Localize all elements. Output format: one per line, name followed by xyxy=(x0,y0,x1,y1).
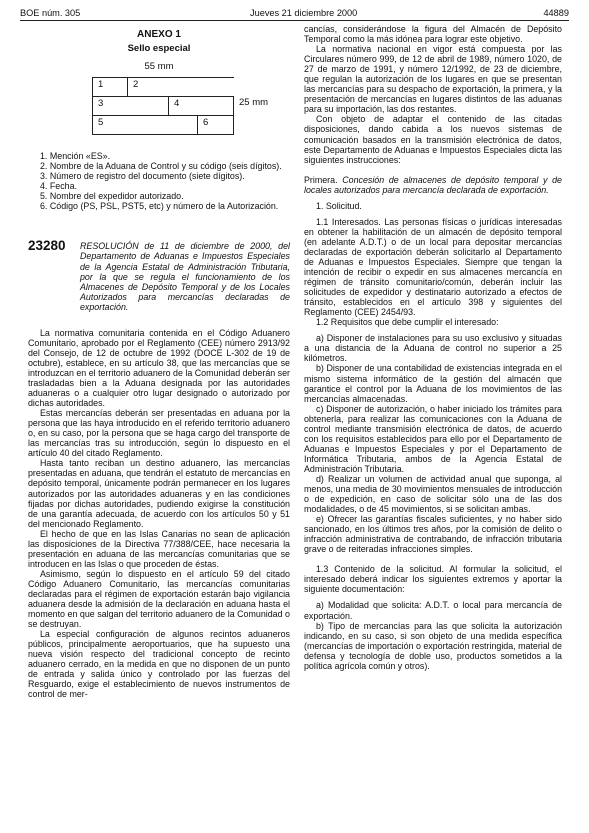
body-paragraph: La especial configuración de algunos recintos aduaneros públicos, principalmente aeroportuarios, que ha supuesto una nueva visión respecto del tradicional concepto de recinto aduanero cerrado, en la medida en que no disponen de un punto de entrada y salida único y controlado por las fuerzas del Resguardo, exige el establecimiento de nuevos instrumentos de control de mer- xyxy=(28,629,290,700)
section-title: Concesión de almacenes de depósito temporal y de locales autorizados para mercancía declarada de exportación. xyxy=(304,174,562,195)
resolution-heading xyxy=(28,238,290,312)
stamp-cell-6: 6 xyxy=(197,115,234,135)
resolution-title: RESOLUCIÓN de 11 de diciembre de 2000, del Departamento de Aduanas e Impuestos Especiales de la Agencia Estatal de Administración Tributaria, por la que se regula el funcionamiento de los Almacenes de Depósito Temporal y de los Locales Autorizados para mercancías declaradas de exportación. xyxy=(80,241,290,312)
legend-item: 4. Fecha. xyxy=(40,181,77,192)
body-paragraph: El hecho de que en las Islas Canarias no sean de aplicación las disposiciones de la Directiva 77/388/CEE, hace necesaria la presentación en aduana de las mercancías comunitarias que se introducen en las Islas o que proceden de éstas. xyxy=(28,528,290,569)
requirement-item: a) Disponer de instalaciones para su uso exclusivo y situadas a una distancia de la Aduana de control no superior a 25 kilómetros. xyxy=(304,333,562,364)
stamp-legend xyxy=(28,151,290,211)
body-paragraph: Estas mercancías deberán ser presentadas en aduana por la persona que las haya introducido en el referido territorio aduanero o, en su caso, por la persona que se haga cargo del transporte de las mercancías tras su introducción, según lo dispuesto en el artículo 40 del citado Reglamento. xyxy=(28,408,290,459)
legend-item: 5. Nombre del expedidor autorizado. xyxy=(40,191,184,202)
right-column xyxy=(304,24,562,671)
publication-date: Jueves 21 diciembre 2000 xyxy=(250,8,358,18)
section-label: Primera. xyxy=(304,174,338,185)
body-paragraph: Hasta tanto reciban un destino aduanero, las mercancías presentadas en aduana, que tendrán el estatuto de mercancías en depósito temporal, únicamente podrán permanecer en los lugares autorizados por las autoridades aduaneras y en las condiciones fijadas por dichas autoridades, pudiendo exigirse la constitución de una garantía adecuada, de acuerdo con los artículos 50 y 51 del mencionado Reglamento. xyxy=(28,458,290,529)
body-paragraph: 1.1 Interesados. Las personas físicas o jurídicas interesadas en obtener la habilitación de un almacén de depósito temporal (en adelante A.D.T.) o de un local para depositar mercancías declaradas de exportación deberán solicitarlo al Departamento de Aduanas e Impuestos Especiales. Siempre que tengan la intención de recibir o expedir en sus almacenes mercancía en régimen de tránsito comunitario/común, deberán incluir las solicitudes de expedidor y destinatario autorizado a efectos de tránsito, establecidos en el artículo 398 y siguientes del Reglamento (CEE) 2454/93. xyxy=(304,216,562,318)
stamp-height-label: 25 mm xyxy=(239,97,269,109)
stamp-cell-4: 4 xyxy=(168,96,234,116)
legend-item: 3. Número de registro del documento (siete dígitos). xyxy=(40,171,245,182)
requirement-item: b) Disponer de una contabilidad de existencias integrada en el mismo sistema informático de la gestión del almacén que garantice el control por la Aduana de los movimientos de las mercancías almacenadas. xyxy=(304,363,562,404)
left-column xyxy=(28,24,290,699)
legend-item: 1. Mención «ES». xyxy=(40,151,111,162)
body-paragraph: La normativa comunitaria contenida en el Código Aduanero Comunitario, aprobado por el Reglamento (CEE) número 2913/92 del Consejo, de 12 de octubre de 1992 (DOCE L-302 de 19 de octubre), establece, en su artículo 38, que las mercancías que se introduzcan en el territorio aduanero de la Comunidad deberán ser trasladadas bien a la Aduana designada por las autoridades aduaneras o a cualquier otro lugar designado o autorizado por dichas autoridades. xyxy=(28,327,290,409)
special-stamp-diagram xyxy=(92,77,284,135)
legend-item: 2. Nombre de la Aduana de Control y su código (seis dígitos). xyxy=(40,161,282,172)
requirement-item: c) Disponer de autorización, o haber iniciado los trámites para obtenerla, para realizar las comunicaciones con la Aduana de control mediante transmisión electrónica de datos, de acuerdo con los requisitos establecidos para ello por el Departamento de Aduanas e Impuestos Especiales y por el Departamento de Informática Tributaria, ambos de la Agencia Estatal de Administración Tributaria. xyxy=(304,403,562,474)
requirement-item: e) Ofrecer las garantías fiscales suficientes, y no haber sido sancionado, en los últimos tres años, por la comisión de delito o infracción administrativa de contrabando, de infracción tributaria grave o de reiteradas infracciones simples. xyxy=(304,514,562,555)
legend-item: 6. Código (PS, PSL, PST5, etc) y número de la Autorización. xyxy=(40,201,279,212)
annex-title: ANEXO 1 xyxy=(137,29,181,40)
resolution-number: 23280 xyxy=(28,238,66,254)
content-item: a) Modalidad que solicita: A.D.T. o local para mercancía de exportación. xyxy=(304,600,562,621)
body-paragraph: Con objeto de adaptar el contenido de las citadas disposiciones, dando cabida a los nuevos sistemas de comunicación basados en la transmisión electrónica de datos, este Departamento de Aduanas e Impuestos Especiales dicta las siguientes instrucciones: xyxy=(304,114,562,165)
stamp-cell-5: 5 xyxy=(92,115,198,135)
page-header xyxy=(20,6,569,21)
requirement-item: d) Realizar un volumen de actividad anual que suponga, al menos, una media de 30 movimientos mensuales de introducción o de expedición, en caso de solicitar sólo una de las dos modalidades, o de 45 movimientos, si se solicitan ambas. xyxy=(304,473,563,515)
subsection-title: 1. Solicitud. xyxy=(316,200,362,211)
page-number: 44889 xyxy=(543,8,569,18)
body-paragraph: 1.3 Contenido de la solicitud. Al formular la solicitud, el interesado deberá indicar los siguientes extremos y aportar la siguiente documentación: xyxy=(304,564,562,595)
content-item: b) Tipo de mercancías para las que solicita la autorización indicando, en su caso, si son objeto de una medida específica (mercancías de importación o exportación restringida, material de defensa y tecnología de doble uso, productos sometidos a la política agrícola común y otros). xyxy=(304,620,562,671)
body-paragraph: 1.2 Requisitos que debe cumplir el interesado: xyxy=(316,317,499,328)
body-paragraph: Asimismo, según lo dispuesto en el artículo 59 del citado Código Aduanero Comunitario, las mercancías comunitarias declaradas para el régimen de exportación estarán bajo vigilancia aduanera desde la admisión de la declaración en aduana hasta el momento en que salgan del territorio aduanero de la Comunidad o se destruyan. xyxy=(28,568,290,630)
stamp-cell-1: 1 xyxy=(92,77,128,97)
stamp-cell-3: 3 xyxy=(92,96,169,116)
stamp-cell-2: 2 xyxy=(127,77,234,97)
section-heading xyxy=(304,175,562,195)
body-paragraph: La normativa nacional en vigor está compuesta por las Circulares número 999, de 12 de abril de 1989, número 1020, de 27 de marzo de 1991, y número 12/1992, de 23 de diciembre, que regulan la autorización de los lugares en que se presentan las mercancías para su despacho de exportación, la primera, y la presentación de mercancías en lugares distintos de las aduanas para su importación, las dos restantes. xyxy=(304,44,562,115)
stamp-width-label: 55 mm xyxy=(144,61,174,73)
annex-subtitle: Sello especial xyxy=(127,43,191,55)
body-paragraph: cancías, considerándose la figura del Almacén de Depósito Temporal como la más idónea para lograr este objetivo. xyxy=(304,24,562,45)
gazette-number: BOE núm. 305 xyxy=(20,8,81,18)
